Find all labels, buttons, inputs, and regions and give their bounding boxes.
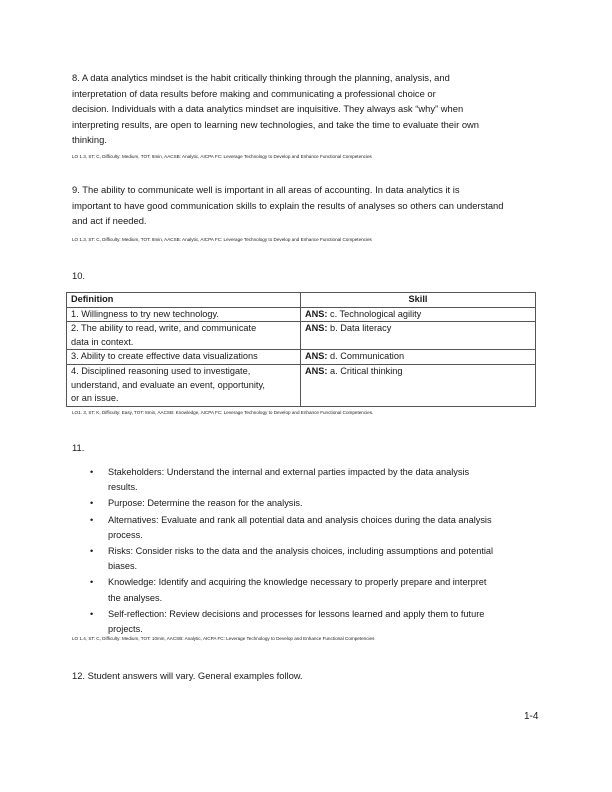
skill-cell	[301, 307, 536, 322]
question-8-paragraph	[72, 70, 542, 148]
skill-answer: a. Critical thinking	[327, 365, 403, 376]
list-item-text: results.	[108, 482, 138, 493]
table-row	[67, 350, 536, 365]
table-row	[67, 364, 536, 406]
definition-text: data in context.	[71, 336, 134, 347]
definition-text: 1. Willingness to try new technology.	[71, 308, 219, 319]
definition-skill-table	[66, 292, 536, 407]
list-item-text: Self-reflection: Review decisions and processes for lessons learned and apply them to future	[108, 608, 485, 619]
definition-text: or an issue.	[71, 393, 119, 404]
q8-line: interpreting results, are open to learning new technologies, and take the time to evaluate their own	[72, 118, 480, 130]
bullet-icon: •	[90, 608, 94, 619]
definition-text: understand, and evaluate an event, opportunity,	[71, 379, 265, 390]
list-item	[88, 513, 548, 543]
q8-line: interpretation of data results before making and communicating a professional choice or	[72, 87, 436, 99]
ans-label: ANS:	[305, 365, 328, 376]
list-item-text: Purpose: Determine the reason for the analysis.	[108, 498, 303, 509]
list-item-text: projects.	[108, 624, 143, 635]
definition-cell	[67, 307, 301, 322]
skill-cell	[301, 322, 536, 350]
question-11-metadata: LO 1.4, ST: C, Difficulty: Medium, TOT: 10min, AACSB: Analytic, AICPA FC: Leverage Technology to Develop and Enhance Functional Competencies	[72, 636, 375, 641]
q8-line: decision. Individuals with a data analytics mindset are inquisitive. They always ask “why” when	[72, 103, 464, 115]
list-item-text: Alternatives: Evaluate and rank all potential data and analysis choices during the data analysis	[108, 514, 492, 525]
q9-line: and act if needed.	[72, 215, 147, 227]
bullet-icon: •	[90, 577, 94, 588]
question-9-paragraph	[72, 182, 542, 229]
list-item	[88, 496, 548, 511]
skill-cell	[301, 350, 536, 365]
table-header-row	[67, 293, 536, 308]
skill-cell	[301, 364, 536, 406]
question-10-metadata: LO1. 3, ST: K, Difficulty: Easy, TOT: 8min, AACSB: Knowledge, AICPA FC: Leverage Technology to Develop and Enhance Functional Competencies.	[72, 410, 374, 415]
list-item	[88, 607, 548, 637]
definition-text: 4. Disciplined reasoning used to investigate,	[71, 365, 251, 376]
page-number: 1-4	[524, 711, 539, 722]
question-10-number: 10.	[72, 270, 86, 281]
skill-column-header: Skill	[301, 293, 536, 308]
definition-cell	[67, 364, 301, 406]
q8-line: 8. A data analytics mindset is the habit critically thinking through the planning, analysis, and	[72, 72, 450, 83]
question-11-bullet-list	[88, 465, 548, 638]
q9-line: 9. The ability to communicate well is important in all areas of accounting. In data analytics it is	[72, 184, 460, 195]
question-11-number: 11.	[72, 442, 85, 453]
list-item	[88, 544, 548, 574]
table-row	[67, 307, 536, 322]
bullet-icon: •	[90, 546, 94, 557]
list-item-text: biases.	[108, 561, 138, 572]
skill-answer: b. Data literacy	[327, 323, 392, 334]
skill-answer: c. Technological agility	[327, 308, 422, 319]
ans-label: ANS:	[305, 308, 328, 319]
q9-line: important to have good communication skills to explain the results of analyses so others can understand	[72, 199, 504, 211]
definition-column-header: Definition	[67, 293, 301, 308]
question-8-metadata: LO 1.3, ST: C, Difficulty: Medium, TOT: 8min, AACSB: Analytic, AICPA FC: Leverage Technology to Develop and Enhance Functional Competencies	[72, 154, 372, 159]
list-item-text: Stakeholders: Understand the internal and external parties impacted by the data analysis	[108, 467, 470, 477]
question-12-text: 12. Student answers will vary. General examples follow.	[72, 670, 303, 681]
ans-label: ANS:	[305, 323, 328, 334]
bullet-icon: •	[90, 514, 94, 525]
list-item-text: Knowledge: Identify and acquiring the knowledge necessary to properly prepare and interpret	[108, 577, 487, 588]
question-9-metadata: LO 1.3, ST: C, Difficulty: Medium, TOT: 8min, AACSB: Analytic, AICPA FC: Leverage Technology to Develop and Enhance Functional Competencies	[72, 237, 372, 242]
list-item-text: the analyses.	[108, 592, 163, 603]
bullet-icon: •	[90, 467, 94, 477]
definition-text: 2. The ability to read, write, and communicate	[71, 323, 257, 334]
ans-label: ANS:	[305, 351, 328, 362]
list-item	[88, 465, 548, 495]
table-row	[67, 322, 536, 350]
list-item-text: process.	[108, 529, 143, 540]
definition-cell	[67, 350, 301, 365]
skill-answer: d. Communication	[327, 351, 405, 362]
bullet-icon: •	[90, 498, 94, 509]
definition-cell	[67, 322, 301, 350]
list-item-text: Risks: Consider risks to the data and the analysis choices, including assumptions and potential	[108, 546, 494, 557]
q8-line: thinking.	[72, 134, 107, 146]
list-item	[88, 575, 548, 605]
definition-text: 3. Ability to create effective data visualizations	[71, 351, 258, 362]
